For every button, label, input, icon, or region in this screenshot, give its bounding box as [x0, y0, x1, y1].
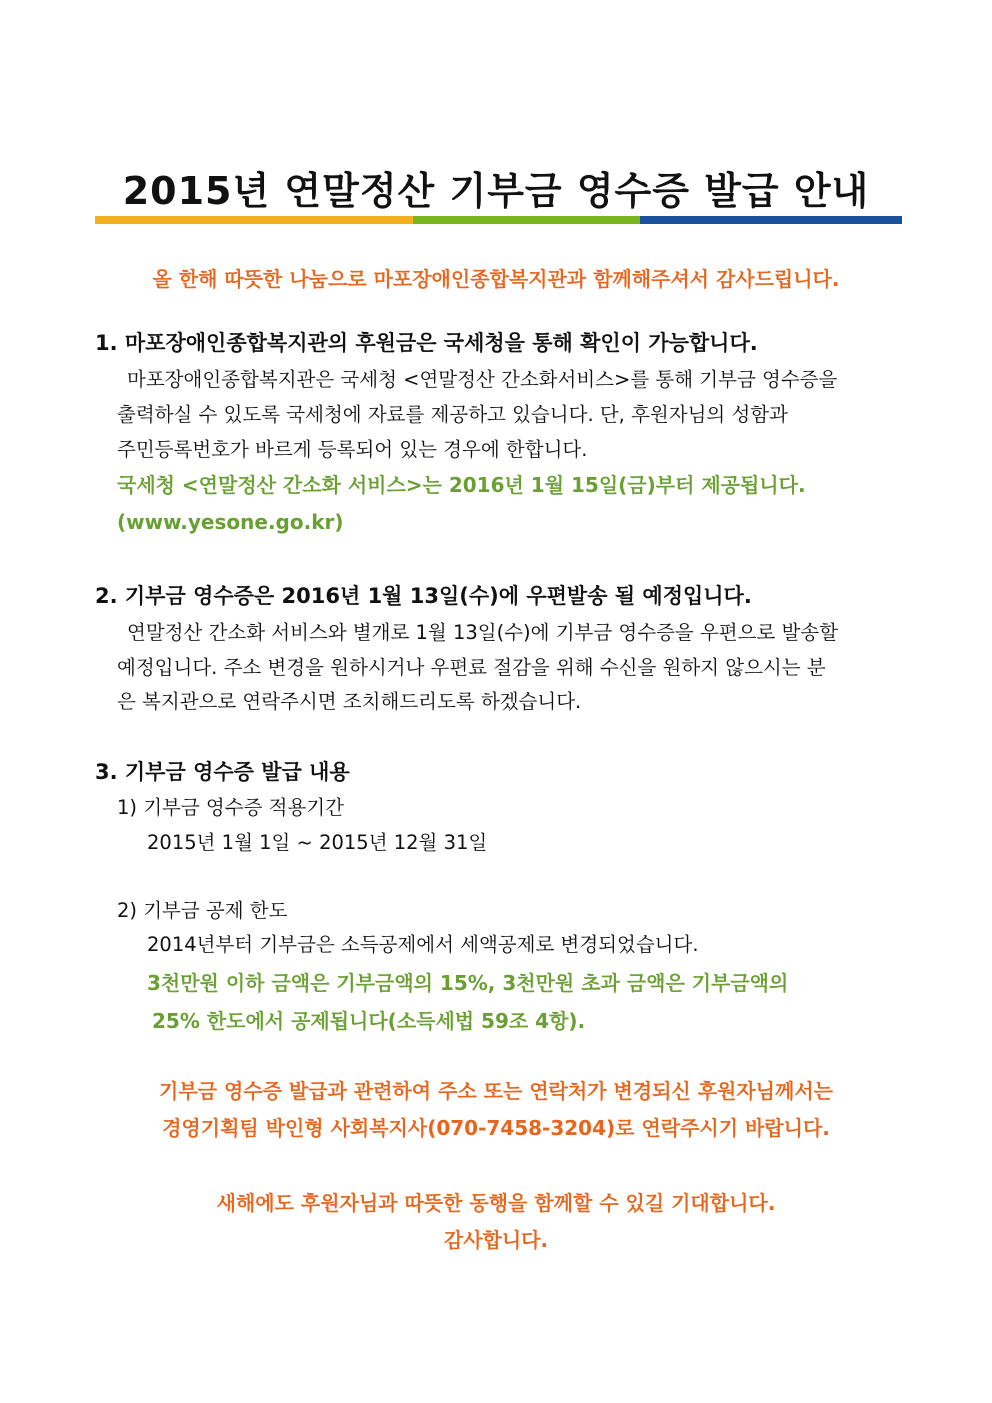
section2-line: 예정입니다. 주소 변경을 원하시거나 우편료 절감을 위해 수신을 원하지 않으시는 분: [117, 656, 826, 679]
document-title: 2015년 연말정산 기부금 영수증 발급 안내: [122, 169, 870, 213]
section1-url: (www.yesone.go.kr): [117, 510, 344, 534]
closing-thanks: 감사합니다.: [443, 1228, 549, 1252]
section3-sub1-value: 2015년 1월 1일 ~ 2015년 12월 31일: [147, 831, 488, 854]
section1-line: 마포장애인종합복지관은 국세청 <연말정산 간소화서비스>를 통해 기부금 영수증을: [127, 368, 838, 391]
contact-text: 경영기획팀 박인형 사회복지사(070-7458-3204)로 연락주시기 바랍니다.: [162, 1116, 830, 1140]
contact-text: 기부금 영수증 발급과 관련하여 주소 또는 연락처가 변경되신 후원자님께서는: [159, 1079, 833, 1103]
section1-line: 출력하실 수 있도록 국세청에 자료를 제공하고 있습니다. 단, 후원자님의 성함과: [117, 403, 788, 426]
section3-heading: 3. 기부금 영수증 발급 내용: [95, 760, 350, 784]
section3-sub2-value: 2014년부터 기부금은 소득공제에서 세액공제로 변경되었습니다.: [147, 933, 699, 956]
section1-heading: 1. 마포장애인종합복지관의 후원금은 국세청을 통해 확인이 가능합니다.: [95, 331, 758, 355]
title-rule-yellow: [95, 216, 413, 224]
section1-line: 주민등록번호가 바르게 등록되어 있는 경우에 한합니다.: [117, 438, 588, 461]
closing-text: 새해에도 후원자님과 따뜻한 동행을 함께할 수 있길 기대합니다.: [216, 1191, 776, 1215]
section3-sub2-highlight: 25% 한도에서 공제됩니다(소득세법 59조 4항).: [152, 1009, 586, 1033]
section3-sub1-label: 1) 기부금 영수증 적용기간: [117, 796, 344, 819]
section1-highlight: 국세청 <연말정산 간소화 서비스>는 2016년 1월 15일(금)부터 제공됩니다.: [117, 473, 806, 497]
title-rule-blue: [640, 216, 902, 224]
section2-line: 연말정산 간소화 서비스와 별개로 1월 13일(수)에 기부금 영수증을 우편으로 발송할: [127, 621, 839, 644]
title-rule-green: [413, 216, 640, 224]
section3-sub2-highlight: 3천만원 이하 금액은 기부금액의 15%, 3천만원 초과 금액은 기부금액의: [147, 971, 789, 995]
section3-sub2-label: 2) 기부금 공제 한도: [117, 899, 288, 922]
section2-heading: 2. 기부금 영수증은 2016년 1월 13일(수)에 우편발송 될 예정입니다.: [95, 584, 752, 608]
greeting-text: 올 한해 따뜻한 나눔으로 마포장애인종합복지관과 함께해주셔서 감사드립니다.: [152, 267, 840, 291]
section2-line: 은 복지관으로 연락주시면 조치해드리도록 하겠습니다.: [117, 690, 582, 713]
